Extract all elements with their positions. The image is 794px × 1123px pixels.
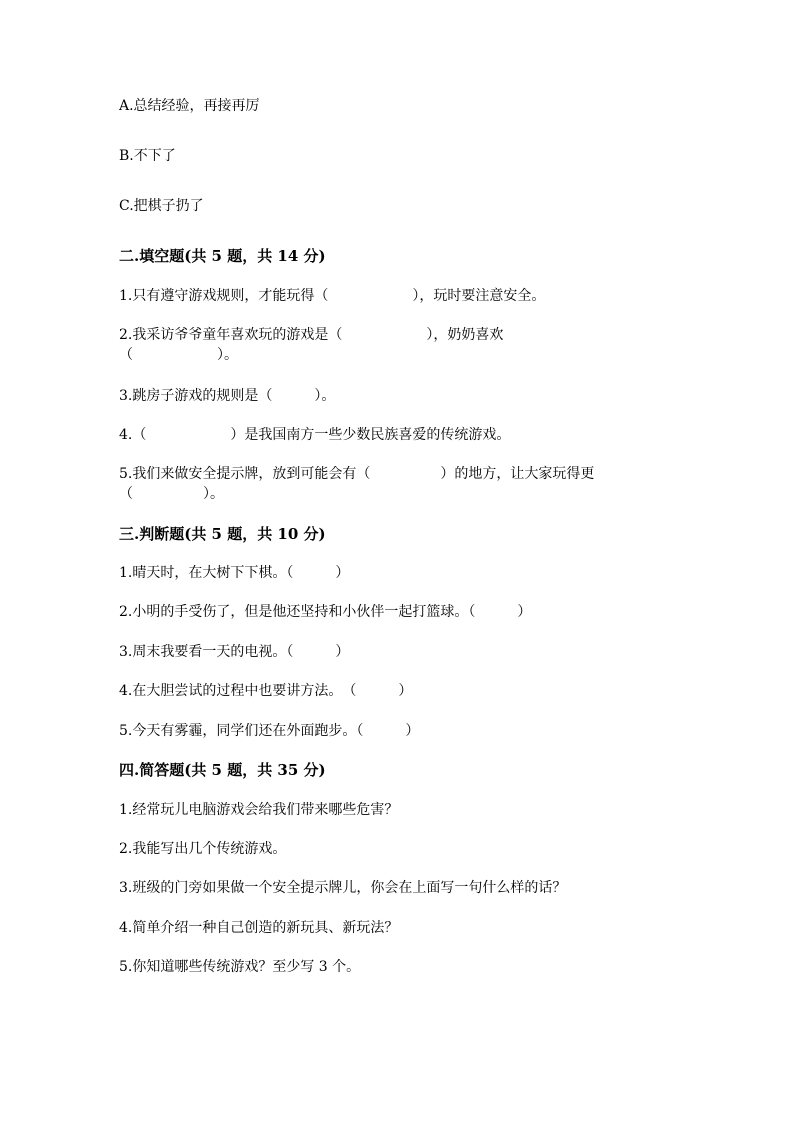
short-answer-question-2: 2.我能写出几个传统游戏。 [119, 841, 287, 857]
section-heading-fill-in: 二.填空题(共 5 题，共 14 分) [119, 247, 326, 265]
fill-in-question-1: 1.只有遵守游戏规则，才能玩得（ ），玩时要注意安全。 [119, 288, 546, 304]
fill-in-question-5-continued: （ ）。 [119, 486, 224, 502]
section-heading-true-false: 三.判断题(共 5 题，共 10 分) [119, 525, 326, 543]
fill-in-question-3: 3.跳房子游戏的规则是（ ）。 [119, 388, 336, 404]
true-false-question-4: 4.在大胆尝试的过程中也要讲方法。 （ ） [119, 683, 413, 699]
choice-option-a: A.总结经验，再接再厉 [119, 98, 260, 114]
true-false-question-3: 3.周末我要看一天的电视。（ ） [119, 644, 350, 660]
short-answer-question-3: 3.班级的门旁如果做一个安全提示牌儿，你会在上面写一句什么样的话？ [119, 880, 567, 896]
fill-in-question-5: 5.我们来做安全提示牌，放到可能会有（ ）的地方，让大家玩得更 [119, 466, 595, 482]
true-false-question-1: 1.晴天时，在大树下下棋。（ ） [119, 565, 350, 581]
choice-option-c: C.把棋子扔了 [119, 198, 204, 214]
short-answer-question-1: 1.经常玩儿电脑游戏会给我们带来哪些危害？ [119, 802, 399, 818]
true-false-question-2: 2.小明的手受伤了，但是他还坚持和小伙伴一起打篮球。（ ） [119, 604, 532, 620]
choice-option-b: B.不下了 [119, 148, 176, 164]
true-false-question-5: 5.今天有雾霾，同学们还在外面跑步。（ ） [119, 723, 420, 739]
short-answer-question-5: 5.你知道哪些传统游戏？至少写 3 个。 [119, 959, 361, 975]
fill-in-question-2-continued: （ ）。 [119, 347, 238, 363]
section-heading-short-answer: 四.简答题(共 5 题，共 35 分) [119, 761, 326, 779]
fill-in-question-4: 4.（ ）是我国南方一些少数民族喜爱的传统游戏。 [119, 427, 511, 443]
fill-in-question-2: 2.我采访爷爷童年喜欢玩的游戏是（ ），奶奶喜欢 [119, 327, 504, 343]
short-answer-question-4: 4.简单介绍一种自己创造的新玩具、新玩法？ [119, 920, 399, 936]
